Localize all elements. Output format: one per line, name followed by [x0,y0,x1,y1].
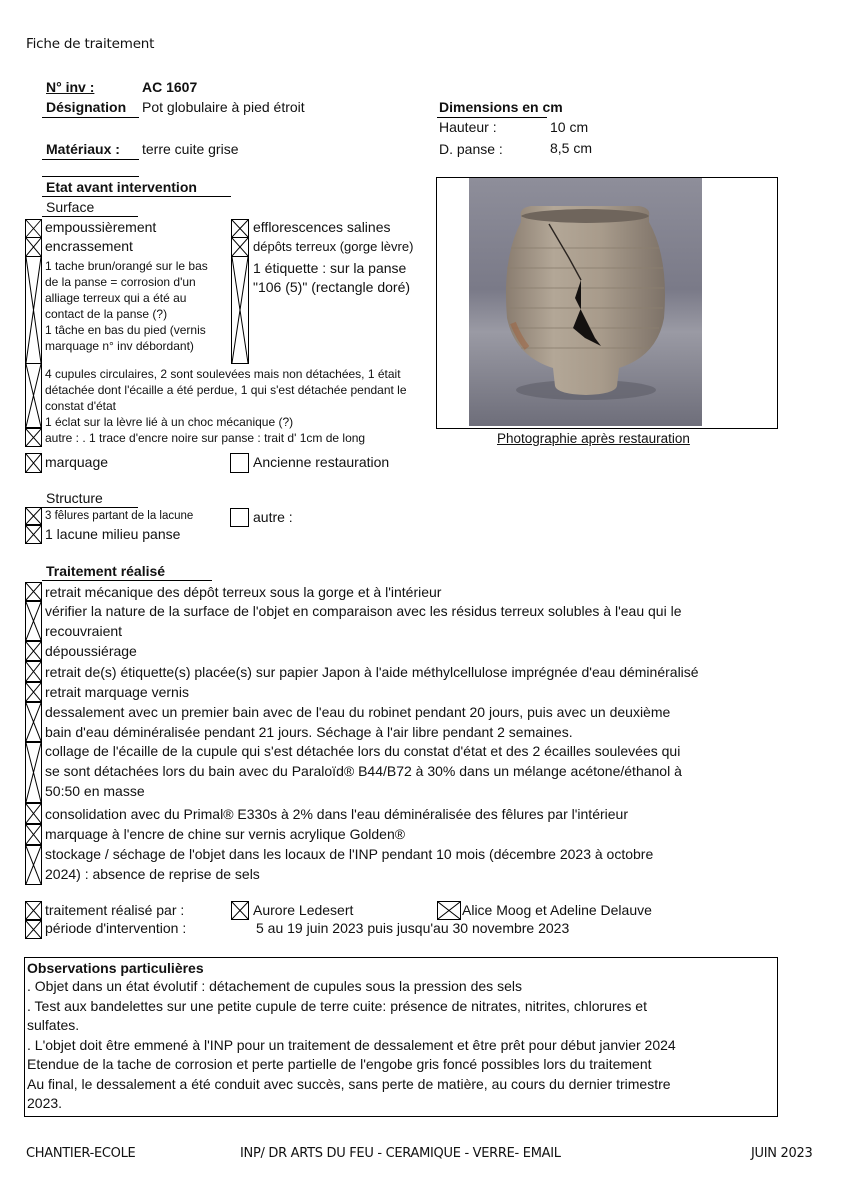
line: consolidation avec du Primal® E330s à 2% dans l'eau déminéralisée des fêlures par l'intérieur [45,806,628,822]
line: collage de l'écaille de la cupule qui s'est détachée lors du constat d'état et des 2 écailles soulevées qui [45,743,681,759]
checkbox-traitement-9[interactable] [25,824,42,845]
traitement-item-7 [45,741,682,801]
label-autre-surface: autre : . 1 trace d'encre noire sur panse : trait d' 1cm de long [45,431,366,445]
observation-line: . L'objet doit être emmené à l'INP pour un traitement de dessalement et être prêt pour début janvier 2024 [27,1036,676,1053]
line: stockage / séchage de l'objet dans les locaux de l'INP pendant 10 mois (décembre 2023 à octobre [45,846,654,862]
line: bain d'eau déminéralisée pendant 21 jours. Séchage à l'air libre pendant 2 semaines. [45,724,573,740]
object-photo [469,178,702,426]
footer-center: INP/ DR ARTS DU FEU - CERAMIQUE - VERRE- EMAIL [240,1146,561,1161]
observation-line: . Objet dans un état évolutif : détachement de cupules sous la pression des sels [27,978,522,994]
line: marquage n° inv débordant) [45,339,194,353]
traitement-item-4 [45,662,699,682]
line: retrait de(s) étiquette(s) placée(s) sur papier Japon à l'aide méthylcellulose imprégnée d'eau déminéralisé [45,664,699,680]
person-2-name: Alice Moog et Adeline Delauve [462,902,652,918]
checkbox-autre-structure[interactable] [230,508,249,527]
etat-heading: Etat avant intervention [46,179,197,195]
observation-line: 2023. [27,1095,63,1111]
checkbox-cupules[interactable] [25,363,42,428]
line: alliage terreux qui a été au [45,291,187,305]
observation-line: . Test aux bandelettes sur une petite cupule de terre cuite: présence de nitrates, nitrites, chlorures et [27,997,647,1014]
label-lacune: 1 lacune milieu panse [45,526,181,542]
footer-right: JUIN 2023 [751,1146,813,1161]
inv-label: N° inv : [46,79,95,95]
line: contact de la panse (?) [45,307,168,321]
separator-line [42,176,139,177]
observation-line: Au final, le dessalement a été conduit avec succès, sans perte de matière, au cours du dernier trimestre [27,1075,671,1092]
checkbox-lacune[interactable] [25,525,42,544]
person-1-name: Aurore Ledesert [253,902,354,918]
line: de la panse = corrosion d'un [45,275,196,289]
dimension-value-hauteur: 10 cm [550,119,589,135]
observation-line: sulfates. [27,1017,80,1033]
line: vérifier la nature de la surface de l'objet en comparaison avec les résidus terreux solubles à l'eau qui le [45,603,682,619]
traitement-item-1 [45,582,441,602]
periode-value: 5 au 19 juin 2023 puis jusqu'au 30 novembre 2023 [256,920,570,936]
label-depots-terreux: dépôts terreux (gorge lèvre) [253,239,414,254]
checkbox-marquage[interactable] [25,453,42,473]
checkbox-traitement-2[interactable] [25,601,42,641]
label-ancienne-restauration: Ancienne restauration [253,454,390,470]
traitement-item-6 [45,702,670,742]
checkbox-traitement-6[interactable] [25,702,42,742]
line: recouvraient [45,623,123,639]
checkbox-traitement-7[interactable] [25,742,42,803]
checkbox-traitement-8[interactable] [25,803,42,824]
label-realise-par: traitement réalisé par : [45,902,185,918]
vase-illustration [469,178,702,426]
line: 1 éclat sur la lèvre lié à un choc mécanique (?) [45,415,294,429]
traitement-item-5 [45,682,189,702]
traitement-item-2 [45,601,681,641]
designation-underline [42,117,139,118]
footer-left: CHANTIER-ECOLE [26,1146,136,1161]
checkbox-person-1[interactable] [231,901,249,920]
checkbox-felures[interactable] [25,507,42,525]
checkbox-etiquette[interactable] [231,256,249,364]
checkbox-traitement-5[interactable] [25,682,42,702]
etat-underline [42,196,231,197]
line: 2024) : absence de reprise de sels [45,866,260,882]
dimension-label-panse: D. panse : [439,141,503,157]
checkbox-person-2[interactable] [437,901,461,920]
dimension-label-hauteur: Hauteur : [439,119,497,135]
checkbox-efflorescences[interactable] [231,219,249,238]
line: détachée dont l'écaille a été perdue, 1 qui s'est détachée pendant le [45,383,407,397]
label-encrassement: encrassement [45,238,133,254]
line: 50:50 en masse [45,783,145,799]
checkbox-ancienne-restauration[interactable] [230,453,249,473]
surface-heading: Surface [46,199,95,215]
traitement-item-8 [45,804,628,824]
document-title: Fiche de traitement [26,36,155,52]
traitement-item-9 [45,824,405,844]
dimension-value-panse: 8,5 cm [550,140,593,156]
surface-underline [42,216,138,217]
checkbox-traitement-10[interactable] [25,845,42,885]
designation-value: Pot globulaire à pied étroit [142,99,305,115]
traitement-item-10 [45,844,653,884]
traitement-heading: Traitement réalisé [46,563,166,579]
text-tache-corrosion [45,258,208,354]
materiaux-value: terre cuite grise [142,141,239,157]
text-etiquette [253,259,410,297]
line: 1 étiquette : sur la panse [253,260,407,276]
observations-text [27,977,676,1114]
label-empoussierement: empoussièrement [45,219,157,235]
line: constat d'état [45,399,117,413]
observation-line: Etendue de la tache de corrosion et perte partielle de l'engobe gris foncé possibles lors du traitement [27,1056,652,1072]
line: se sont détachées lors du bain avec du Paraloïd® B44/B72 à 30% dans un mélange acétone/éthanol à [45,763,682,779]
observations-heading: Observations particulières [27,960,204,976]
line: dépoussiérage [45,643,137,659]
designation-label: Désignation [46,99,127,115]
materiaux-label: Matériaux : [46,141,120,157]
label-felures: 3 fêlures partant de la lacune [45,510,194,522]
checkbox-traitement-3[interactable] [25,641,42,661]
line: retrait mécanique des dépôt terreux sous la gorge et à l'intérieur [45,584,442,600]
checkbox-realise-par[interactable] [25,901,42,920]
dimensions-underline [437,117,547,118]
line: 4 cupules circulaires, 2 sont soulevées mais non détachées, 1 était [45,367,401,381]
structure-heading: Structure [46,490,103,506]
line: marquage à l'encre de chine sur vernis acrylique Golden® [45,826,406,842]
inv-value: AC 1607 [142,79,198,95]
checkbox-traitement-4[interactable] [25,661,42,682]
photo-caption: Photographie après restauration [497,431,690,446]
dimensions-heading: Dimensions en cm [439,99,563,115]
traitement-underline [42,580,212,581]
checkbox-tache-corrosion[interactable] [25,256,42,364]
checkbox-encrassement[interactable] [25,237,42,257]
line: 1 tache brun/orangé sur le bas [45,259,208,273]
label-periode: période d'intervention : [45,920,187,936]
checkbox-autre-surface[interactable] [25,428,42,447]
label-efflorescences: efflorescences salines [253,219,391,235]
label-autre-structure: autre : [253,509,293,525]
checkbox-periode[interactable] [25,920,42,939]
text-cupules [45,366,407,430]
traitement-item-3 [45,641,137,661]
label-marquage: marquage [45,454,109,470]
checkbox-depots-terreux[interactable] [231,237,249,257]
line: dessalement avec un premier bain avec de l'eau du robinet pendant 20 jours, puis avec un deuxième [45,704,671,720]
checkbox-traitement-1[interactable] [25,582,42,601]
line: 1 tâche en bas du pied (vernis [45,323,206,337]
line: retrait marquage vernis [45,684,189,700]
materiaux-underline [42,159,139,160]
checkbox-empoussierement[interactable] [25,219,42,238]
line: "106 (5)" (rectangle doré) [253,279,411,295]
